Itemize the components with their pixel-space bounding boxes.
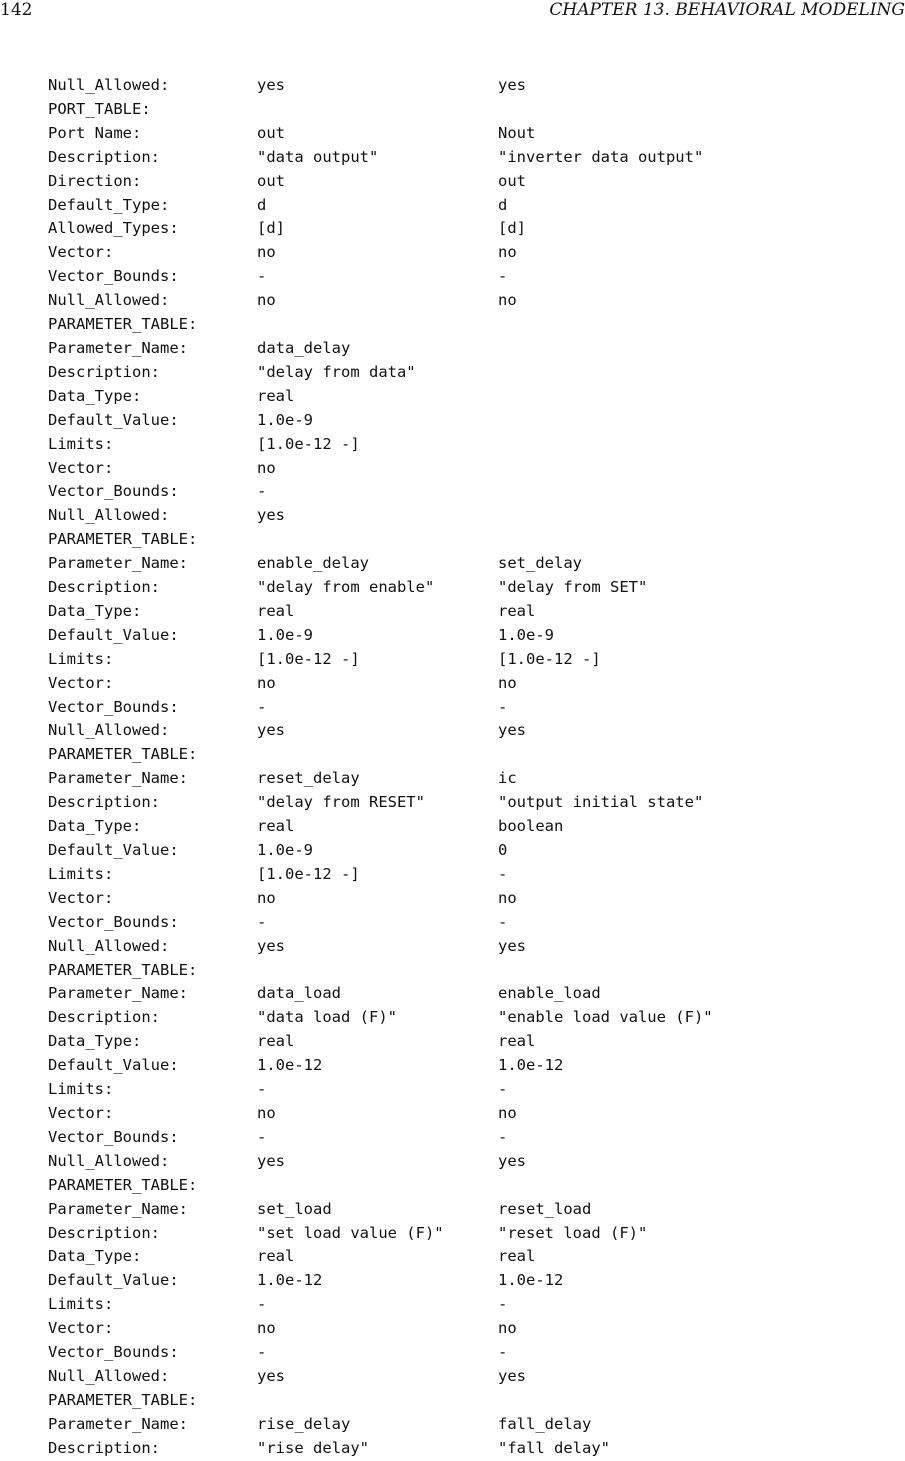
field-label: Null_Allowed: <box>48 1366 170 1385</box>
field-value-1: "rise delay" <box>257 1438 369 1457</box>
listing-line <box>48 648 898 672</box>
listing-line <box>48 1413 898 1437</box>
field-value-2: yes <box>498 721 526 740</box>
field-label: Allowed_Types: <box>48 219 179 238</box>
field-label: Default_Value: <box>48 1056 179 1075</box>
listing-line <box>48 1293 898 1317</box>
field-value-1: "delay from enable" <box>257 578 435 597</box>
listing-line <box>48 409 898 433</box>
field-label: Data_Type: <box>48 601 142 620</box>
field-value-1: yes <box>257 1366 285 1385</box>
listing-line <box>48 959 898 983</box>
field-value-1: "data output" <box>257 147 379 166</box>
listing-line <box>48 1389 898 1413</box>
field-value-1: yes <box>257 721 285 740</box>
listing-line <box>48 217 898 241</box>
field-label: Parameter_Name: <box>48 554 188 573</box>
listing-line <box>48 457 898 481</box>
field-value-2: - <box>498 1080 508 1099</box>
field-value-1: - <box>257 1343 267 1362</box>
field-value-1: data_load <box>257 984 341 1003</box>
field-value-2: "inverter data output" <box>498 147 704 166</box>
listing-line <box>48 887 898 911</box>
listing-line <box>48 672 898 696</box>
listing-line <box>48 265 898 289</box>
listing-line <box>48 146 898 170</box>
field-label: Vector_Bounds: <box>48 267 179 286</box>
field-label: Description: <box>48 362 160 381</box>
listing-line <box>48 1006 898 1030</box>
field-value-1: - <box>257 1127 267 1146</box>
listing-line <box>48 552 898 576</box>
field-value-1: set_load <box>257 1199 332 1218</box>
listing-line <box>48 1078 898 1102</box>
field-value-1: no <box>257 1103 276 1122</box>
listing-line <box>48 1126 898 1150</box>
listing-line <box>48 74 898 98</box>
field-label: Data_Type: <box>48 386 142 405</box>
listing-line <box>48 600 898 624</box>
field-value-1: yes <box>257 76 285 94</box>
field-value-2: - <box>498 697 508 716</box>
field-value-1: - <box>257 482 267 501</box>
field-value-1: enable_delay <box>257 554 369 573</box>
field-value-1: no <box>257 243 276 262</box>
field-label: Default_Value: <box>48 841 179 859</box>
listing-line <box>48 1341 898 1365</box>
field-value-2: no <box>498 291 517 310</box>
field-label: Parameter_Name: <box>48 1414 188 1433</box>
field-value-2: yes <box>498 1151 526 1170</box>
field-label: Vector_Bounds: <box>48 1127 179 1146</box>
listing-line <box>48 313 898 337</box>
field-value-2: - <box>498 1127 508 1146</box>
listing-line <box>48 1269 898 1293</box>
listing-line <box>48 743 898 767</box>
listing-line <box>48 982 898 1006</box>
field-label: PARAMETER_TABLE: <box>48 1390 198 1409</box>
field-label: Null_Allowed: <box>48 76 170 94</box>
field-value-1: [1.0e-12 -] <box>257 864 360 883</box>
field-value-2: 1.0e-9 <box>498 625 554 644</box>
field-value-1: real <box>257 1247 295 1266</box>
field-value-2: enable_load <box>498 984 601 1003</box>
listing-line <box>48 1102 898 1126</box>
field-value-1: real <box>257 386 295 405</box>
listing-line <box>48 504 898 528</box>
field-label: Description: <box>48 578 160 597</box>
listing-line <box>48 98 898 122</box>
listing-line <box>48 767 898 791</box>
field-label: Default_Type: <box>48 195 170 214</box>
field-label: Data_Type: <box>48 1032 142 1051</box>
field-label: Parameter_Name: <box>48 984 188 1003</box>
field-value-2: yes <box>498 1366 526 1385</box>
field-value-1: out <box>257 171 285 190</box>
field-value-1: [d] <box>257 219 285 238</box>
listing-line <box>48 911 898 935</box>
field-label: Limits: <box>48 864 114 883</box>
field-label: Description: <box>48 1438 160 1457</box>
field-label: Default_Value: <box>48 625 179 644</box>
field-value-2: "output initial state" <box>498 793 704 812</box>
field-label: Description: <box>48 1223 160 1242</box>
field-value-1: yes <box>257 506 285 525</box>
field-label: Vector: <box>48 673 114 692</box>
field-value-2: set_delay <box>498 554 582 573</box>
listing-line <box>48 289 898 313</box>
field-value-1: [1.0e-12 -] <box>257 434 360 453</box>
listing-line <box>48 1317 898 1341</box>
field-value-1: data_delay <box>257 338 351 357</box>
field-value-2: out <box>498 171 526 190</box>
field-value-1: 1.0e-9 <box>257 841 313 859</box>
field-value-2: reset_load <box>498 1199 592 1218</box>
field-value-2: ic <box>498 769 517 788</box>
field-label: Null_Allowed: <box>48 291 170 310</box>
field-value-2: - <box>498 1295 508 1314</box>
field-label: Description: <box>48 147 160 166</box>
field-value-1: "delay from data" <box>257 362 416 381</box>
field-value-1: no <box>257 1319 276 1338</box>
field-label: PARAMETER_TABLE: <box>48 960 198 979</box>
field-label: Null_Allowed: <box>48 1151 170 1170</box>
field-value-1: real <box>257 601 295 620</box>
field-label: Default_Value: <box>48 410 179 429</box>
field-value-1: out <box>257 123 285 142</box>
field-label: PARAMETER_TABLE: <box>48 530 198 549</box>
field-label: Null_Allowed: <box>48 721 170 740</box>
field-value-2: "enable load value (F)" <box>498 1008 713 1027</box>
field-label: Vector_Bounds: <box>48 482 179 501</box>
field-value-1: - <box>257 1080 267 1099</box>
field-label: Parameter_Name: <box>48 1199 188 1218</box>
field-value-1: d <box>257 195 267 214</box>
listing-line <box>48 241 898 265</box>
listing-line <box>48 935 898 959</box>
field-value-2: "delay from SET" <box>498 578 648 597</box>
listing-line <box>48 863 898 887</box>
field-value-1: 1.0e-12 <box>257 1271 323 1290</box>
listing-line <box>48 1365 898 1389</box>
listing-line <box>48 528 898 552</box>
field-value-2: Nout <box>498 123 536 142</box>
field-label: Port Name: <box>48 123 142 142</box>
listing-line <box>48 1222 898 1246</box>
field-value-2: yes <box>498 76 526 94</box>
field-value-1: no <box>257 673 276 692</box>
field-label: Vector_Bounds: <box>48 697 179 716</box>
field-label: PARAMETER_TABLE: <box>48 745 198 764</box>
field-value-2: no <box>498 673 517 692</box>
field-value-1: "delay from RESET" <box>257 793 425 812</box>
field-label: Direction: <box>48 171 142 190</box>
listing-line <box>48 170 898 194</box>
field-value-2: 1.0e-12 <box>498 1271 564 1290</box>
field-label: Data_Type: <box>48 817 142 836</box>
listing-line <box>48 624 898 648</box>
field-value-2: [1.0e-12 -] <box>498 649 601 668</box>
field-value-1: yes <box>257 1151 285 1170</box>
listing-line <box>48 815 898 839</box>
listing-line <box>48 1030 898 1054</box>
listing-line <box>48 1245 898 1269</box>
field-value-1: - <box>257 697 267 716</box>
field-label: Vector: <box>48 458 114 477</box>
listing-line <box>48 1198 898 1222</box>
field-label: Vector: <box>48 243 114 262</box>
field-label: Limits: <box>48 1295 114 1314</box>
field-value-2: "fall delay" <box>498 1438 610 1457</box>
field-value-2: d <box>498 195 508 214</box>
field-value-1: reset_delay <box>257 769 360 788</box>
listing-line <box>48 1150 898 1174</box>
field-value-2: no <box>498 888 517 907</box>
field-label: Limits: <box>48 434 114 453</box>
field-value-2: real <box>498 1247 536 1266</box>
listing-line <box>48 839 898 863</box>
listing-line <box>48 791 898 815</box>
field-value-2: - <box>498 1343 508 1362</box>
field-value-2: fall_delay <box>498 1414 592 1433</box>
field-label: Parameter_Name: <box>48 338 188 357</box>
field-value-1: no <box>257 458 276 477</box>
field-value-2: no <box>498 1103 517 1122</box>
listing-line <box>48 433 898 457</box>
field-value-1: real <box>257 817 295 836</box>
listing-line <box>48 361 898 385</box>
field-value-1: rise_delay <box>257 1414 351 1433</box>
listing-line <box>48 696 898 720</box>
field-label: Vector: <box>48 888 114 907</box>
field-value-1: no <box>257 291 276 310</box>
field-label: Limits: <box>48 1080 114 1099</box>
field-value-1: - <box>257 267 267 286</box>
listing-line <box>48 480 898 504</box>
field-value-1: yes <box>257 936 285 955</box>
field-value-1: [1.0e-12 -] <box>257 649 360 668</box>
listing-line <box>48 1437 898 1461</box>
listing-line <box>48 576 898 600</box>
field-label: Null_Allowed: <box>48 506 170 525</box>
field-value-2: boolean <box>498 817 564 836</box>
field-label: PORT_TABLE: <box>48 99 151 118</box>
field-value-1: 1.0e-9 <box>257 625 313 644</box>
field-label: Description: <box>48 1008 160 1027</box>
field-value-1: no <box>257 888 276 907</box>
field-value-1: "data load (F)" <box>257 1008 397 1027</box>
field-label: Vector_Bounds: <box>48 1343 179 1362</box>
field-value-1: "set load value (F)" <box>257 1223 444 1242</box>
field-value-2: - <box>498 267 508 286</box>
field-label: Default_Value: <box>48 1271 179 1290</box>
field-value-2: real <box>498 1032 536 1051</box>
listing-line <box>48 719 898 743</box>
listing-line <box>48 385 898 409</box>
field-value-1: 1.0e-9 <box>257 410 313 429</box>
listing-line <box>48 1174 898 1198</box>
field-label: Parameter_Name: <box>48 769 188 788</box>
field-label: Description: <box>48 793 160 812</box>
field-value-2: yes <box>498 936 526 955</box>
field-value-2: 0 <box>498 841 508 859</box>
field-value-1: - <box>257 912 267 931</box>
listing-line <box>48 1054 898 1078</box>
field-value-2: - <box>498 864 508 883</box>
listing-line <box>48 122 898 146</box>
field-value-2: 1.0e-12 <box>498 1056 564 1075</box>
field-value-1: real <box>257 1032 295 1051</box>
field-value-2: no <box>498 1319 517 1338</box>
field-value-2: no <box>498 243 517 262</box>
field-value-2: [d] <box>498 219 526 238</box>
field-label: Vector: <box>48 1319 114 1338</box>
field-value-1: - <box>257 1295 267 1314</box>
field-value-1: 1.0e-12 <box>257 1056 323 1075</box>
field-label: Data_Type: <box>48 1247 142 1266</box>
listing-line <box>48 194 898 218</box>
field-label: Limits: <box>48 649 114 668</box>
ifspec-listing <box>48 74 898 1461</box>
page-number: 142 <box>0 0 33 20</box>
field-label: PARAMETER_TABLE: <box>48 315 198 334</box>
listing-line <box>48 337 898 361</box>
field-value-2: "reset load (F)" <box>498 1223 648 1242</box>
chapter-title: CHAPTER 13. BEHAVIORAL MODELING <box>549 0 905 20</box>
field-label: PARAMETER_TABLE: <box>48 1175 198 1194</box>
field-label: Vector_Bounds: <box>48 912 179 931</box>
field-label: Vector: <box>48 1103 114 1122</box>
field-label: Null_Allowed: <box>48 936 170 955</box>
field-value-2: - <box>498 912 508 931</box>
field-value-2: real <box>498 601 536 620</box>
page-header <box>0 0 905 22</box>
